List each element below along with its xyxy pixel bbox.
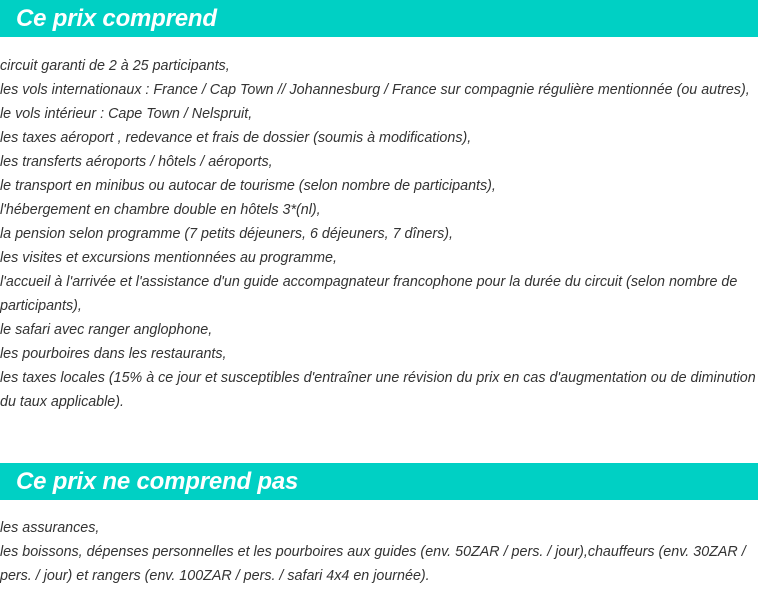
list-item: les taxes aéroport , redevance et frais de dossier (soumis à modifications), (0, 130, 472, 146)
list-item: les transferts aéroports / hôtels / aéroports, (0, 154, 273, 170)
included-items-list (0, 54, 758, 414)
list-item: les visites et excursions mentionnées au programme, (0, 250, 337, 266)
list-item: les assurances, (0, 520, 100, 536)
list-item: l'accueil à l'arrivée et l'assistance d'un guide accompagnateur francophone pour la durée du circuit (selon nombre de participants), (0, 274, 738, 314)
list-item: le transport en minibus ou autocar de tourisme (selon nombre de participants), (0, 178, 496, 194)
section-title-included: Ce prix comprend (16, 4, 217, 32)
list-item: les pourboires dans les restaurants, (0, 346, 227, 362)
list-item: les vols internationaux : France / Cap Town // Johannesburg / France sur compagnie régulière mentionnée (ou autres), (0, 82, 750, 98)
section-header-excluded (0, 463, 758, 500)
section-title-excluded: Ce prix ne comprend pas (16, 467, 299, 495)
section-header-included (0, 0, 758, 37)
list-item: le safari avec ranger anglophone, (0, 322, 213, 338)
list-item: les taxes locales (15% à ce jour et susceptibles d'entraîner une révision du prix en cas d'augmentation ou de diminution du taux applicable). (0, 370, 756, 410)
excluded-items-list (0, 516, 758, 588)
list-item: le vols intérieur : Cape Town / Nelspruit, (0, 106, 253, 122)
list-item: la pension selon programme (7 petits déjeuners, 6 déjeuners, 7 dîners), (0, 226, 453, 242)
list-item: les boissons, dépenses personnelles et les pourboires aux guides (env. 50ZAR / pers. / jour),chauffeurs (env. 30ZAR / pers. / jour) et rangers (env. 100ZAR / pers. / safari 4x4 en journée). (0, 544, 746, 584)
list-item: l'hébergement en chambre double en hôtels 3*(nl), (0, 202, 321, 218)
list-item: circuit garanti de 2 à 25 participants, (0, 58, 230, 74)
